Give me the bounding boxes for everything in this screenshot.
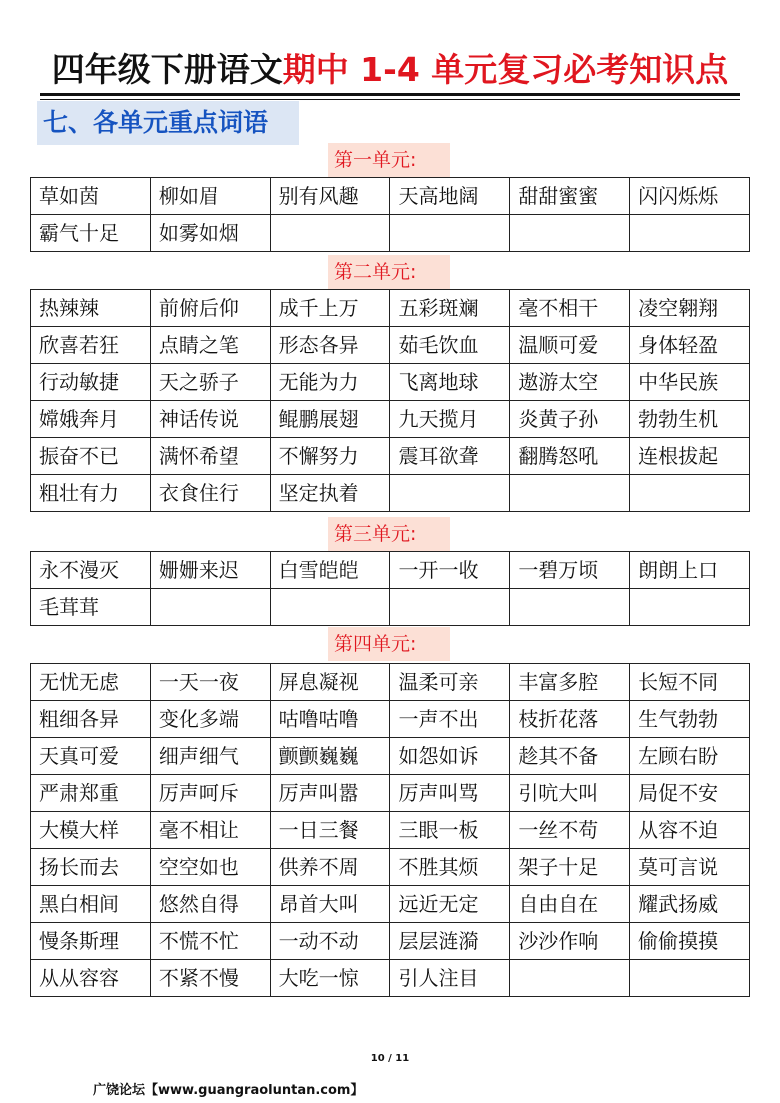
word-cell: 不慌不忙: [150, 923, 270, 960]
word-cell: 变化多端: [150, 701, 270, 738]
word-cell: 从容不迫: [630, 812, 750, 849]
word-cell: [390, 475, 510, 512]
word-cell: 翻腾怒吼: [510, 438, 630, 475]
word-cell: [510, 960, 630, 997]
word-cell: [510, 589, 630, 626]
page-title: [0, 48, 780, 92]
title-part-2: 期中 1-4 单元复习必考知识点: [282, 50, 729, 89]
word-cell: 架子十足: [510, 849, 630, 886]
word-cell: 五彩斑斓: [390, 290, 510, 327]
word-cell: 空空如也: [150, 849, 270, 886]
word-cell: 天真可爱: [31, 738, 151, 775]
word-cell: 九天揽月: [390, 401, 510, 438]
word-cell: 左顾右盼: [630, 738, 750, 775]
word-cell: 天高地阔: [390, 178, 510, 215]
table-row: [31, 290, 750, 327]
table-row: [31, 552, 750, 589]
word-cell: [630, 475, 750, 512]
word-cell: 严肃郑重: [31, 775, 151, 812]
word-cell: 趁其不备: [510, 738, 630, 775]
word-cell: 嫦娥奔月: [31, 401, 151, 438]
word-cell: 草如茵: [31, 178, 151, 215]
word-cell: 一动不动: [270, 923, 390, 960]
page-number: 10 / 11: [370, 1053, 410, 1064]
table-row: [31, 701, 750, 738]
word-cell: 行动敏捷: [31, 364, 151, 401]
section-heading: 七、各单元重点词语: [37, 101, 299, 145]
word-cell: 别有风趣: [270, 178, 390, 215]
word-cell: 粗壮有力: [31, 475, 151, 512]
word-cell: 欣喜若狂: [31, 327, 151, 364]
word-cell: 层层涟漪: [390, 923, 510, 960]
word-cell: 长短不同: [630, 664, 750, 701]
word-cell: [510, 215, 630, 252]
unit-4-table: [30, 663, 750, 997]
table-row: [31, 664, 750, 701]
word-cell: [630, 215, 750, 252]
word-cell: 无忧无虑: [31, 664, 151, 701]
table-row: [31, 960, 750, 997]
word-cell: 甜甜蜜蜜: [510, 178, 630, 215]
footer-credit: 广饶论坛【www.guangraoluntan.com】: [93, 1083, 364, 1098]
word-cell: 点睛之笔: [150, 327, 270, 364]
word-cell: 三眼一板: [390, 812, 510, 849]
word-cell: 遨游太空: [510, 364, 630, 401]
word-cell: 炎黄子孙: [510, 401, 630, 438]
word-cell: 无能为力: [270, 364, 390, 401]
word-cell: 姗姗来迟: [150, 552, 270, 589]
word-cell: [390, 215, 510, 252]
word-cell: 成千上万: [270, 290, 390, 327]
word-cell: 勃勃生机: [630, 401, 750, 438]
word-cell: 身体轻盈: [630, 327, 750, 364]
word-cell: 悠然自得: [150, 886, 270, 923]
unit-4-label: 第四单元:: [328, 627, 450, 661]
title-rule-thin: [40, 99, 740, 100]
word-cell: 颤颤巍巍: [270, 738, 390, 775]
word-cell: 白雪皑皑: [270, 552, 390, 589]
word-cell: 神话传说: [150, 401, 270, 438]
word-cell: 柳如眉: [150, 178, 270, 215]
word-cell: 朗朗上口: [630, 552, 750, 589]
word-cell: 不紧不慢: [150, 960, 270, 997]
unit-2-label: 第二单元:: [328, 255, 450, 289]
word-cell: 引吭大叫: [510, 775, 630, 812]
word-cell: 毫不相让: [150, 812, 270, 849]
word-cell: 霸气十足: [31, 215, 151, 252]
word-cell: 咕噜咕噜: [270, 701, 390, 738]
word-cell: 丰富多腔: [510, 664, 630, 701]
word-cell: 一声不出: [390, 701, 510, 738]
word-cell: 震耳欲聋: [390, 438, 510, 475]
word-cell: 热辣辣: [31, 290, 151, 327]
unit-1-label: 第一单元:: [328, 143, 450, 177]
word-cell: 细声细气: [150, 738, 270, 775]
word-cell: 扬长而去: [31, 849, 151, 886]
word-cell: 一碧万顷: [510, 552, 630, 589]
word-cell: 天之骄子: [150, 364, 270, 401]
table-row: [31, 178, 750, 215]
word-cell: 毛茸茸: [31, 589, 151, 626]
word-cell: 满怀希望: [150, 438, 270, 475]
word-cell: 枝折花落: [510, 701, 630, 738]
word-cell: 前俯后仰: [150, 290, 270, 327]
word-cell: [390, 589, 510, 626]
table-row: [31, 775, 750, 812]
word-cell: 闪闪烁烁: [630, 178, 750, 215]
word-cell: [270, 589, 390, 626]
word-cell: 厉声叫骂: [390, 775, 510, 812]
word-cell: 莫可言说: [630, 849, 750, 886]
word-cell: 飞离地球: [390, 364, 510, 401]
table-row: [31, 475, 750, 512]
word-cell: 黑白相间: [31, 886, 151, 923]
unit-3-label: 第三单元:: [328, 517, 450, 551]
word-cell: 不胜其烦: [390, 849, 510, 886]
word-cell: 一丝不苟: [510, 812, 630, 849]
title-part-1: 四年级下册语文: [51, 50, 283, 89]
word-cell: 远近无定: [390, 886, 510, 923]
table-row: [31, 886, 750, 923]
table-row: [31, 812, 750, 849]
word-cell: 屏息凝视: [270, 664, 390, 701]
word-cell: 大模大样: [31, 812, 151, 849]
table-row: [31, 327, 750, 364]
word-cell: 衣食住行: [150, 475, 270, 512]
word-cell: [150, 589, 270, 626]
word-cell: 引人注目: [390, 960, 510, 997]
word-cell: 如雾如烟: [150, 215, 270, 252]
word-cell: 坚定执着: [270, 475, 390, 512]
word-cell: [630, 589, 750, 626]
word-cell: 大吃一惊: [270, 960, 390, 997]
word-cell: [630, 960, 750, 997]
unit-1-table: [30, 177, 750, 252]
word-cell: 不懈努力: [270, 438, 390, 475]
word-cell: 供养不周: [270, 849, 390, 886]
word-cell: 振奋不已: [31, 438, 151, 475]
word-cell: 从从容容: [31, 960, 151, 997]
word-cell: 生气勃勃: [630, 701, 750, 738]
word-cell: 慢条斯理: [31, 923, 151, 960]
table-row: [31, 589, 750, 626]
table-row: [31, 738, 750, 775]
word-cell: 连根拔起: [630, 438, 750, 475]
title-rule-thick: [40, 93, 740, 96]
word-cell: 一开一收: [390, 552, 510, 589]
table-row: [31, 215, 750, 252]
table-row: [31, 438, 750, 475]
word-cell: 偷偷摸摸: [630, 923, 750, 960]
word-cell: 沙沙作响: [510, 923, 630, 960]
word-cell: 茹毛饮血: [390, 327, 510, 364]
unit-3-table: [30, 551, 750, 626]
word-cell: 毫不相干: [510, 290, 630, 327]
word-cell: 中华民族: [630, 364, 750, 401]
unit-2-table: [30, 289, 750, 512]
word-cell: 如怨如诉: [390, 738, 510, 775]
word-cell: 粗细各异: [31, 701, 151, 738]
word-cell: [270, 215, 390, 252]
word-cell: 厉声叫嚣: [270, 775, 390, 812]
table-row: [31, 849, 750, 886]
word-cell: 鲲鹏展翅: [270, 401, 390, 438]
table-row: [31, 923, 750, 960]
word-cell: 永不漫灭: [31, 552, 151, 589]
word-cell: 局促不安: [630, 775, 750, 812]
word-cell: 温柔可亲: [390, 664, 510, 701]
word-cell: 耀武扬威: [630, 886, 750, 923]
word-cell: 昂首大叫: [270, 886, 390, 923]
word-cell: 形态各异: [270, 327, 390, 364]
table-row: [31, 364, 750, 401]
word-cell: 温顺可爱: [510, 327, 630, 364]
word-cell: [510, 475, 630, 512]
word-cell: 凌空翱翔: [630, 290, 750, 327]
word-cell: 一天一夜: [150, 664, 270, 701]
word-cell: 厉声呵斥: [150, 775, 270, 812]
table-row: [31, 401, 750, 438]
word-cell: 自由自在: [510, 886, 630, 923]
word-cell: 一日三餐: [270, 812, 390, 849]
